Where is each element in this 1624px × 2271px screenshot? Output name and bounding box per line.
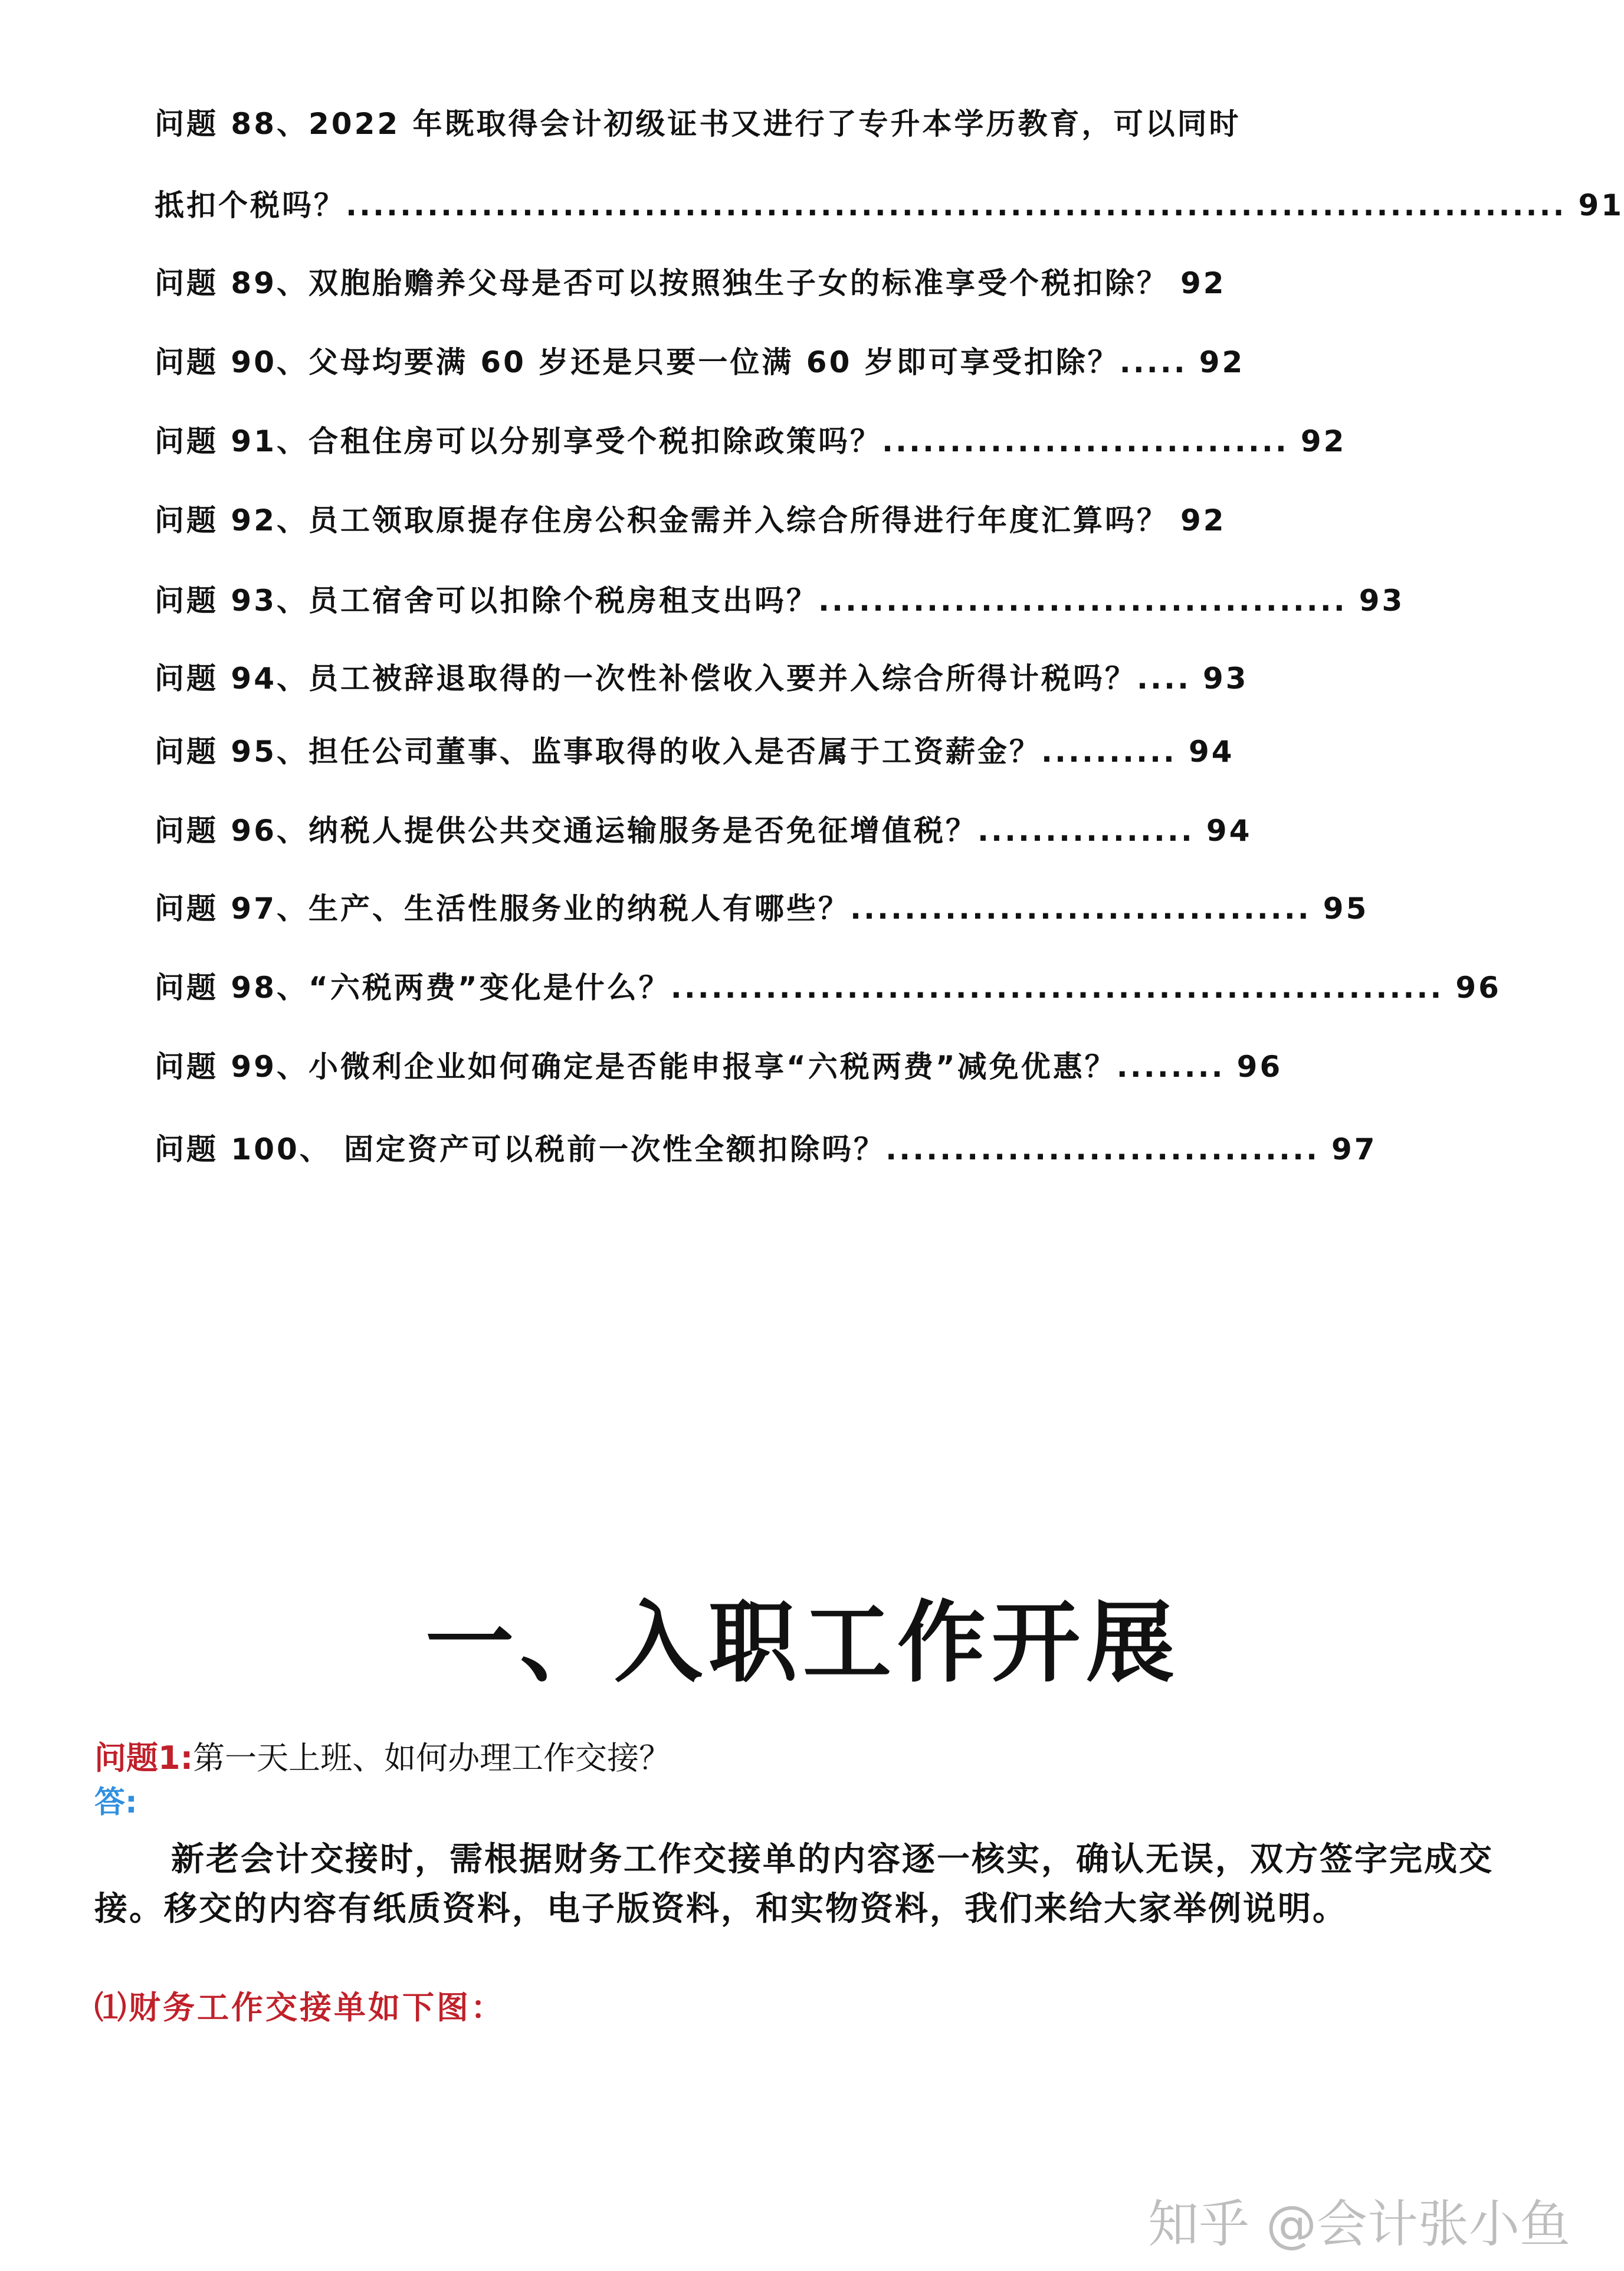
watermark-brand: 知乎 (1148, 2195, 1249, 2254)
question-label: 问题1: (94, 1739, 193, 1777)
toc-entry-88-cont[interactable]: 抵扣个税吗？.......................................................................................... 91 (155, 188, 1624, 222)
sub-heading: ⑴财务工作交接单如下图： (94, 1989, 505, 2026)
toc-entry-95[interactable]: 问题 95、担任公司董事、监事取得的收入是否属于工资薪金？.......... 94 (155, 735, 1235, 769)
toc-entry-97[interactable]: 问题 97、生产、生活性服务业的纳税人有哪些？.................................. 95 (155, 892, 1369, 926)
watermark-author: @会计张小鱼 (1266, 2195, 1570, 2254)
toc-entry-89[interactable]: 问题 89、双胞胎赡养父母是否可以按照独生子女的标准享受个税扣除？ 92 (155, 266, 1226, 300)
toc-entry-100[interactable]: 问题 100、 固定资产可以税前一次性全额扣除吗？................................ 97 (155, 1132, 1377, 1166)
toc-entry-99[interactable]: 问题 99、小微利企业如何确定是否能申报享“六税两费”减免优惠？........ 96 (155, 1050, 1283, 1084)
toc-entry-96[interactable]: 问题 96、纳税人提供公共交通运输服务是否免征增值税？................ 94 (155, 814, 1252, 848)
toc-entry-91[interactable]: 问题 91、合租住房可以分别享受个税扣除政策吗？.............................. 92 (155, 424, 1347, 458)
toc-entry-93[interactable]: 问题 93、员工宿舍可以扣除个税房租支出吗？....................................... 93 (155, 584, 1405, 618)
toc-entry-94[interactable]: 问题 94、员工被辞退取得的一次性补偿收入要并入综合所得计税吗？.... 93 (155, 661, 1249, 696)
answer-label: 答: (94, 1785, 137, 1820)
question-text: 第一天上班、如何办理工作交接？ (193, 1739, 671, 1777)
toc-entry-98[interactable]: 问题 98、“六税两费”变化是什么？......................................................... 96 (155, 971, 1501, 1005)
toc-entry-88[interactable]: 问题 88、2022 年既取得会计初级证书又进行了专升本学历教育，可以同时 (155, 107, 1241, 141)
question-title (94, 1738, 671, 1779)
section-heading: 一、入职工作开展 (425, 1592, 1180, 1695)
answer-paragraph: 新老会计交接时，需根据财务工作交接单的内容逐一核实，确认无误，双方签字完成交接。移交的内容有纸质资料，电子版资料，和实物资料，我们来给大家举例说明。 (94, 1840, 1494, 1928)
toc-entry-92[interactable]: 问题 92、员工领取原提存住房公积金需并入综合所得进行年度汇算吗？ 92 (155, 503, 1226, 538)
watermark (1148, 2183, 1570, 2256)
toc-entry-90[interactable]: 问题 90、父母均要满 60 岁还是只要一位满 60 岁即可享受扣除？..... 92 (155, 345, 1245, 379)
